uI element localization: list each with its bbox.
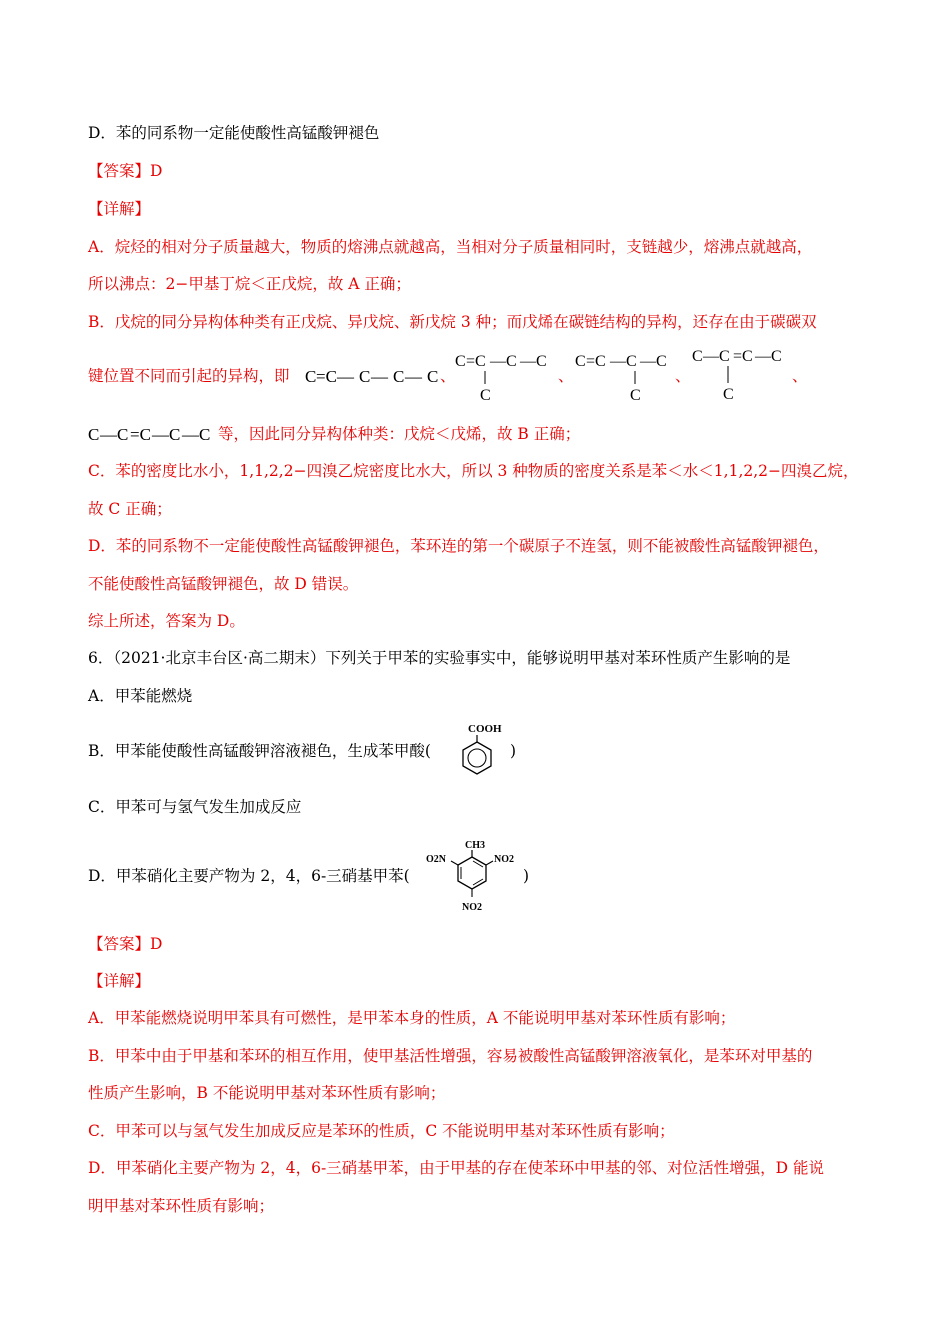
separator: 、 bbox=[558, 367, 574, 385]
no2-right-label: NO2 bbox=[494, 854, 514, 865]
separator: 、 bbox=[675, 367, 691, 385]
q6-option-a: A．甲苯能燃烧 bbox=[88, 687, 193, 705]
q5-explanation-c-line2: 故 C 正确； bbox=[88, 500, 172, 518]
atom: C bbox=[427, 367, 439, 386]
q6-option-d-close: ) bbox=[523, 867, 530, 885]
svg-text:C: C bbox=[88, 425, 100, 444]
q6-explanation-c: C．甲苯可以与氢气发生加成反应是苯环的性质，C 不能说明甲基对苯环性质有影响； bbox=[88, 1122, 675, 1140]
atom: C bbox=[305, 367, 317, 386]
no2-bottom-label: NO2 bbox=[462, 902, 482, 913]
separator: 、 bbox=[792, 367, 808, 385]
q5-explanation-a-line1: A．烷烃的相对分子质量越大，物质的熔沸点就越高，当相对分子质量相同时，支链越少，熔沸点就越高， bbox=[88, 238, 813, 256]
q6-stem: 6．（2021·北京丰台区·高二期末）下列关于甲苯的实验事实中，能够说明甲基对苯环性质产生影响的是 bbox=[88, 649, 791, 667]
q6-option-c: C．甲苯可与氢气发生加成反应 bbox=[88, 798, 302, 816]
q5-option-d: D．苯的同系物一定能使酸性高锰酸钾褪色 bbox=[88, 124, 380, 142]
q6-explanation-a: A．甲苯能燃烧说明甲苯具有可燃性，是甲苯本身的性质，A 不能说明甲基对苯环性质有影响； bbox=[88, 1009, 736, 1027]
svg-text:=C: =C bbox=[733, 348, 753, 365]
q6-explanation-d-line2: 明甲基对苯环性质有影响； bbox=[88, 1197, 275, 1215]
q6-explanation-b-line1: B．甲苯中由于甲基和苯环的相互作用，使甲基活性增强，容易被酸性高锰酸钾溶液氧化，是苯环对甲基的 bbox=[88, 1047, 813, 1065]
svg-text:C: C bbox=[575, 353, 586, 370]
q6-explanation-b-line2: 性质产生影响，B 不能说明甲基对苯环性质有影响； bbox=[88, 1084, 446, 1102]
bond: — bbox=[371, 367, 388, 386]
q5-answer: 【答案】D bbox=[88, 162, 163, 180]
svg-text:—C: —C bbox=[152, 425, 181, 444]
atom: C bbox=[359, 367, 371, 386]
q5-explanation-a-line2: 所以沸点：2−甲基丁烷＜正戊烷，故 A 正确； bbox=[88, 275, 411, 293]
q5-explanation-d-line2: 不能使酸性高锰酸钾褪色，故 D 错误。 bbox=[88, 575, 359, 593]
separator: 、 bbox=[440, 367, 456, 385]
tnt-structure bbox=[424, 836, 524, 920]
q6-explanation-d-line1: D．甲苯硝化主要产物为 2，4，6-三硝基甲苯，由于甲基的存在使苯环中甲基的邻、对位活性增强，D 能说 bbox=[88, 1159, 825, 1177]
svg-text:C: C bbox=[455, 353, 466, 370]
q6-answer: 【答案】D bbox=[88, 935, 163, 953]
pentene-structure-4 bbox=[692, 343, 802, 407]
q6-option-b-close: ) bbox=[510, 742, 517, 760]
atom: C bbox=[393, 367, 405, 386]
svg-text:—C: —C bbox=[610, 353, 637, 370]
svg-text:—C: —C bbox=[520, 353, 547, 370]
bond: =C bbox=[316, 367, 337, 386]
q5-explanation-b-line3: 等，因此同分异构体种类：戊烷＜戊烯，故 B 正确； bbox=[218, 425, 581, 443]
svg-text:—C: —C bbox=[640, 353, 667, 370]
q6-detail-heading: 【详解】 bbox=[88, 972, 151, 990]
q5-explanation-c-line1: C．苯的密度比水小，1,1,2,2−四溴乙烷密度比水大，所以 3 种物质的密度关系是苯＜水＜1,1,2,2−四溴乙烷， bbox=[88, 462, 859, 480]
pentene-structure-5 bbox=[88, 421, 218, 451]
svg-text:=C: =C bbox=[130, 425, 151, 444]
q5-detail-heading: 【详解】 bbox=[88, 200, 151, 218]
pentene-structure-2 bbox=[455, 348, 565, 408]
svg-text:—C: —C bbox=[755, 348, 782, 365]
q5-summary: 综上所述，答案为 D。 bbox=[88, 612, 245, 630]
cooh-label: COOH bbox=[468, 723, 502, 735]
svg-text:C: C bbox=[723, 386, 734, 403]
bond: — bbox=[337, 367, 354, 386]
svg-text:—C: —C bbox=[100, 425, 129, 444]
bond: — bbox=[405, 367, 422, 386]
q6-option-d: D．甲苯硝化主要产物为 2，4，6-三硝基甲苯( bbox=[88, 867, 410, 885]
no2-left-label: O2N bbox=[426, 854, 446, 865]
svg-text:C: C bbox=[630, 387, 641, 404]
svg-text:C: C bbox=[692, 348, 703, 365]
svg-text:=C: =C bbox=[586, 353, 606, 370]
svg-text:—C: —C bbox=[703, 348, 730, 365]
pentene-structure-3 bbox=[575, 348, 685, 408]
q5-explanation-b-line1: B．戊烷的同分异构体种类有正戊烷、异戊烷、新戊烷 3 种；而戊烯在碳链结构的异构，还存在由于碳碳双 bbox=[88, 313, 817, 331]
q5-explanation-d-line1: D．苯的同系物不一定能使酸性高锰酸钾褪色，苯环连的第一个碳原子不连氢，则不能被酸性高锰酸钾褪色， bbox=[88, 537, 829, 555]
q5-explanation-b-line2: 键位置不同而引起的异构，即 bbox=[88, 367, 290, 385]
q6-option-b: B．甲苯能使酸性高锰酸钾溶液褪色，生成苯甲酸( bbox=[88, 742, 431, 760]
benzoic-acid-structure bbox=[450, 718, 510, 782]
svg-text:—C: —C bbox=[182, 425, 211, 444]
svg-text:—C: —C bbox=[490, 353, 517, 370]
svg-text:C: C bbox=[480, 387, 491, 404]
pentene-structure-1 bbox=[305, 362, 445, 394]
svg-text:=C: =C bbox=[466, 353, 486, 370]
ch3-label: CH3 bbox=[465, 840, 485, 851]
